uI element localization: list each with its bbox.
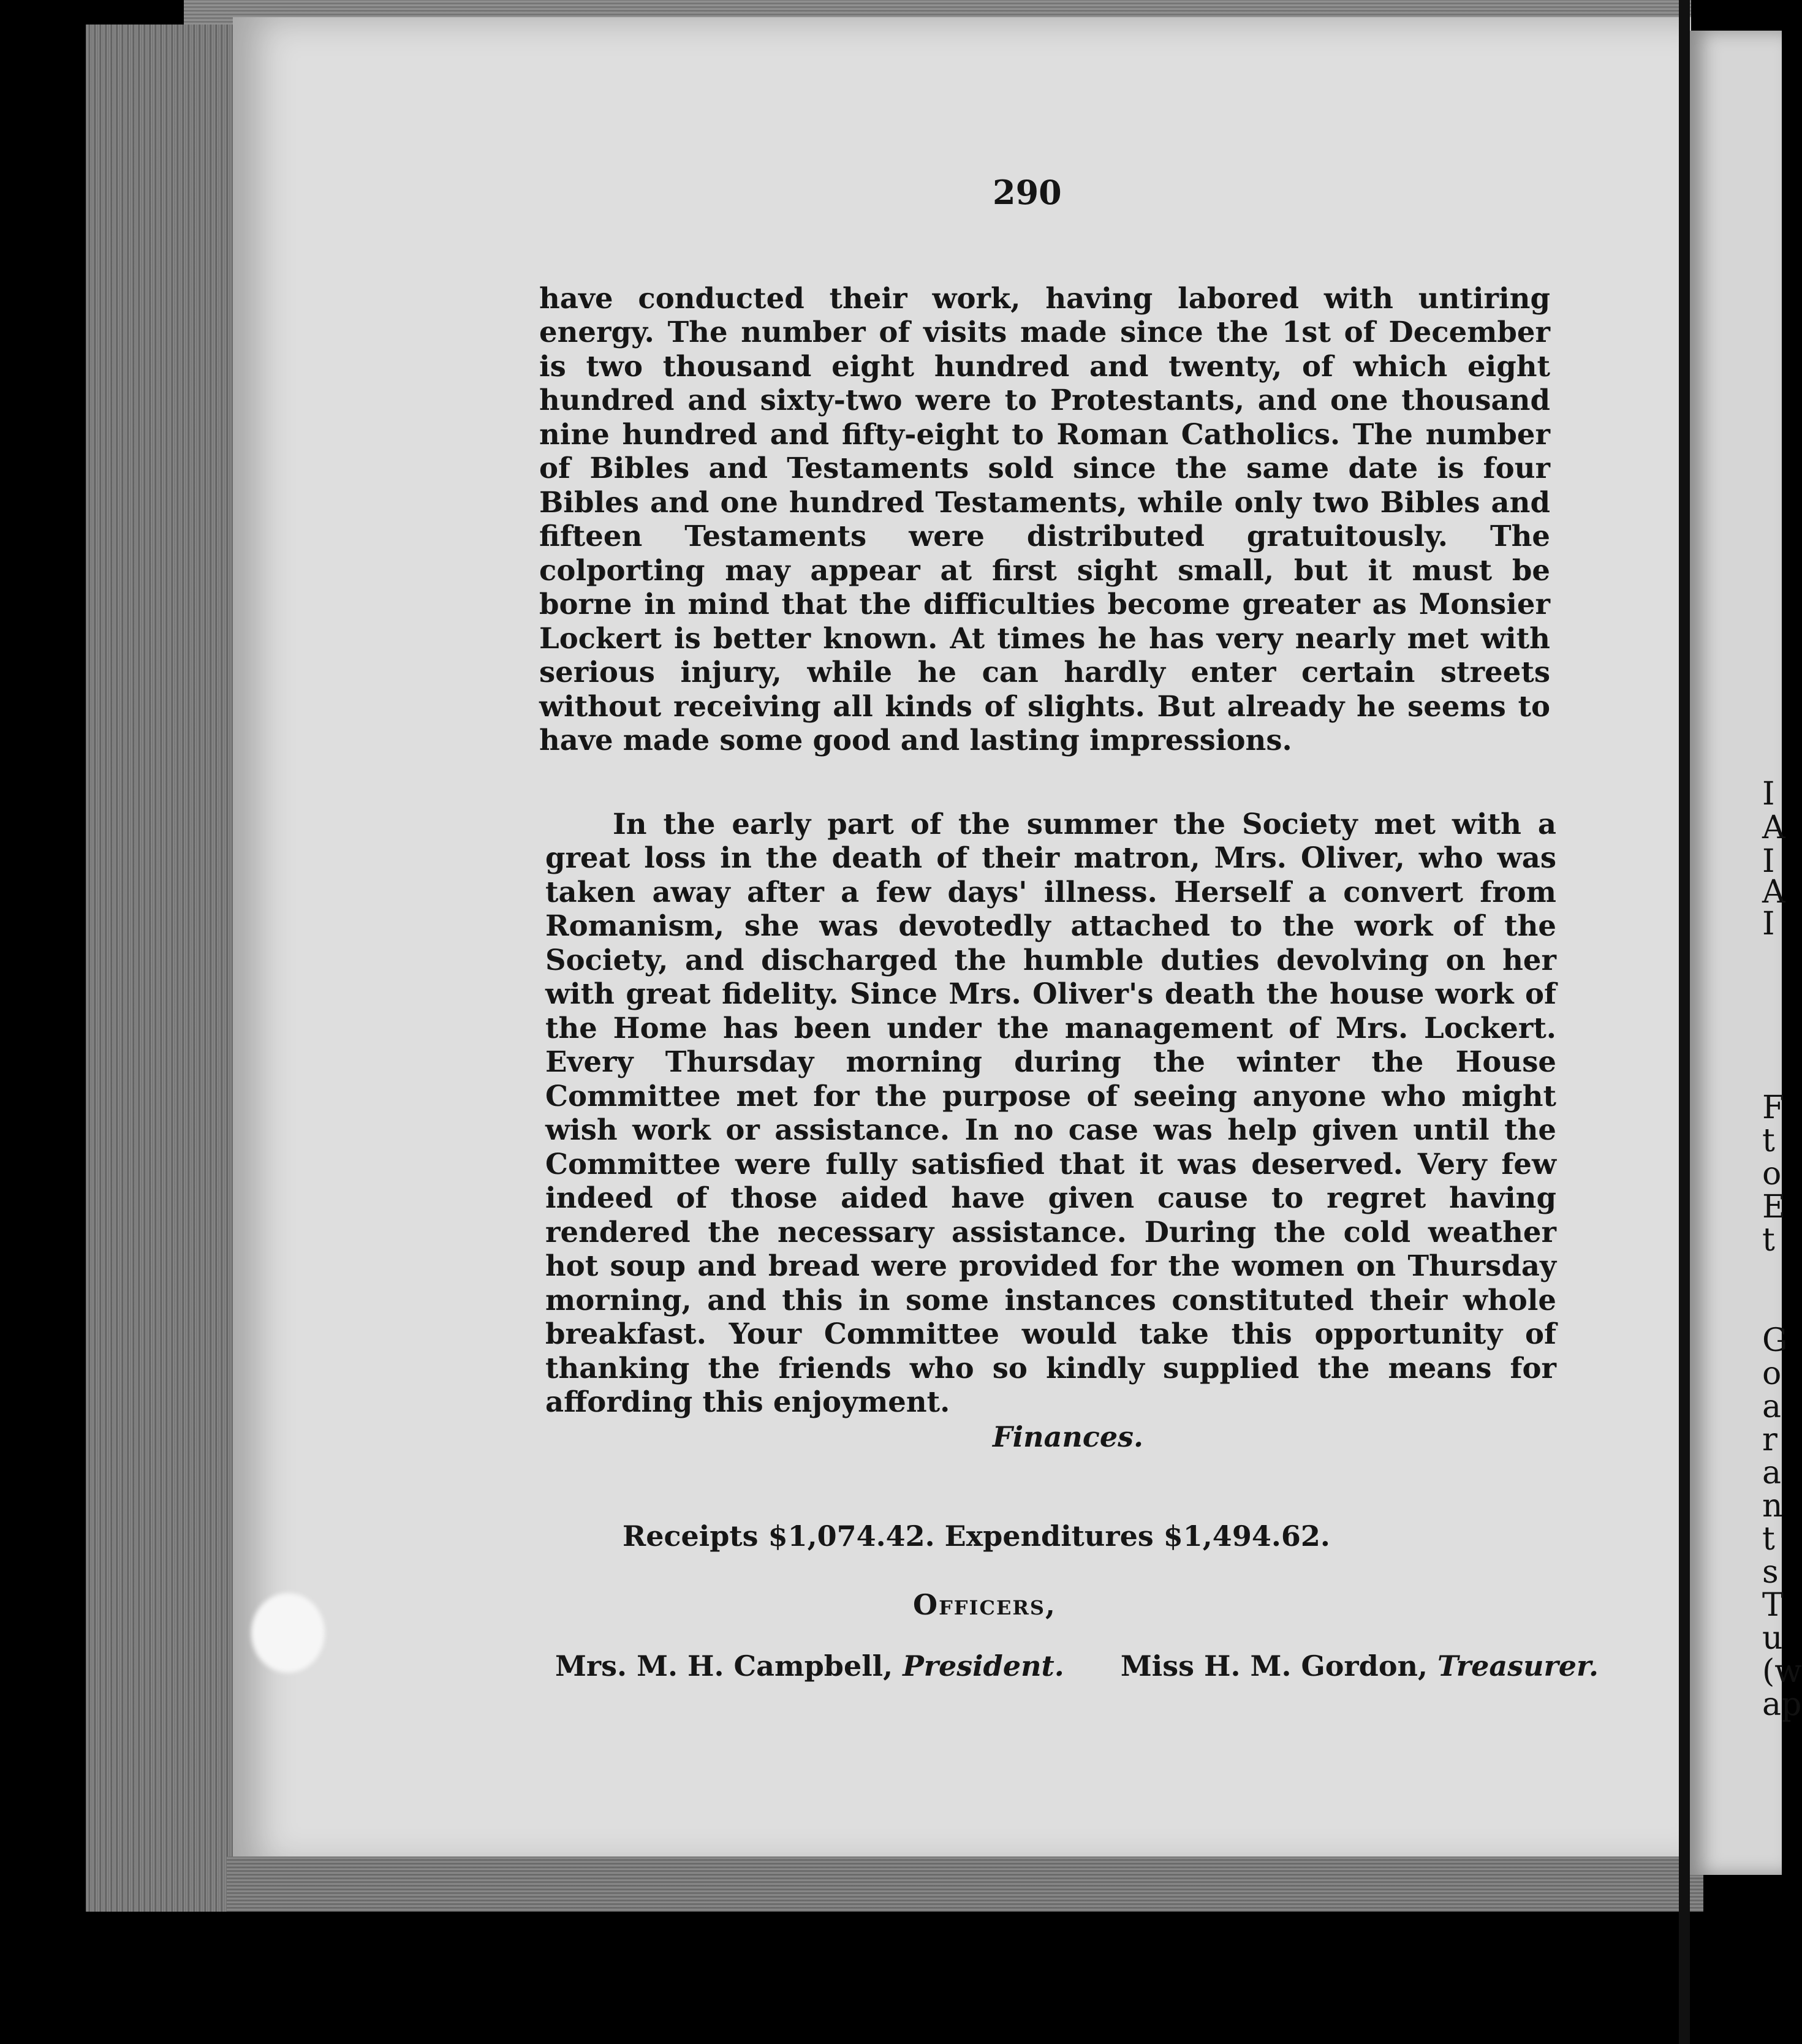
officers-heading: Officers, (913, 1588, 1057, 1621)
finances-line: Receipts $1,074.42. Expenditures $1,494.62. (623, 1520, 1330, 1553)
bottom-page-edges (227, 1857, 1703, 1912)
right-page-fragment: s (1762, 1554, 1779, 1591)
treasurer-title: Treasurer. (1437, 1649, 1599, 1683)
right-page-fragment: a (1762, 1455, 1782, 1491)
right-page-fragment: A (1762, 874, 1785, 910)
right-page-fragment: ap (1762, 1686, 1802, 1723)
officers-line (555, 1649, 1599, 1683)
right-page-fragment: n (1762, 1488, 1783, 1524)
paragraph-colporteur-report: have conducted their work, having labored with untiring energy. The number of visits made since the 1st of December is two thousand eight hundred and twenty, of which eight hundred and sixty-two were to Protestants, and one thousand nine hundred and fifty-eight to Roman Catholics. The number of Bibles and Testaments sold since the same date is four Bibles and one hundred Testaments, while only two Bibles and fifteen Testaments were distributed gratuitously. The colporting may appear at first sight small, but it must be borne in mind that the difficulties become greater as Monsier Lockert is better known. At times he has very nearly met with serious injury, while he can hardly enter certain streets without receiving all kinds of slights. But already he seems to have made some good and lasting impressions. (539, 281, 1550, 757)
book-gutter (1679, 0, 1690, 2044)
paragraph-matron-and-committee (545, 807, 1556, 1419)
right-page-fragment: (w (1762, 1653, 1802, 1690)
right-page-fragment: E (1762, 1189, 1785, 1225)
left-page-edges (86, 25, 251, 1912)
right-page-sliver (1690, 31, 1802, 1875)
paragraph-text: In the early part of the summer the Society met with a great loss in the death of their matron, Mrs. Oliver, who was taken away after a few days' illness. Herself a convert from Romanism, she was devotedly attached to the work of the Society, and discharged the humble duties devolving on her with great fidelity. Since Mrs. Oliver's death the house work of the Home has been under the management of Mrs. Lockert. Every Thursday morning during the winter the House Committee met for the purpose of seeing anyone who might wish work or assistance. In no case was help given until the Committee were fully satisfied that it was deserved. Very few indeed of those aided have given cause to regret having rendered the necessary assistance. During the cold weather hot soup and bread were provided for the women on Thursday morning, and this in some instances constituted their whole breakfast. Your Committee would take this opportunity of thanking the friends who so kindly supplied the means for affording this enjoyment. (545, 806, 1556, 1418)
right-page-fragment: T (1762, 1587, 1784, 1624)
paper-stain (251, 1593, 325, 1673)
treasurer-name: Miss H. M. Gordon, (1120, 1649, 1428, 1683)
president-name: Mrs. M. H. Campbell, (555, 1649, 893, 1683)
right-page-fragment: r (1762, 1421, 1777, 1458)
right-page-fragment: a (1762, 1388, 1782, 1425)
right-page-fragment: I (1762, 906, 1775, 942)
right-page-fragment: t (1762, 1222, 1775, 1259)
right-page-fragment: o (1762, 1156, 1782, 1192)
finances-heading: Finances. (993, 1420, 1144, 1453)
right-page-fragment: I (1762, 843, 1775, 880)
right-page-fragment: A (1762, 809, 1785, 846)
right-page-fragment: u (1762, 1620, 1783, 1657)
president-title: President. (903, 1649, 1064, 1683)
right-page-fragment: t (1762, 1122, 1775, 1159)
right-page-fragment: G (1762, 1322, 1788, 1359)
right-page-fragment: F (1762, 1089, 1785, 1126)
page-number: 290 (993, 173, 1062, 212)
right-page-fragment: I (1762, 776, 1775, 812)
right-page-fragment: t (1762, 1521, 1775, 1558)
right-page-fragment: o (1762, 1355, 1782, 1392)
